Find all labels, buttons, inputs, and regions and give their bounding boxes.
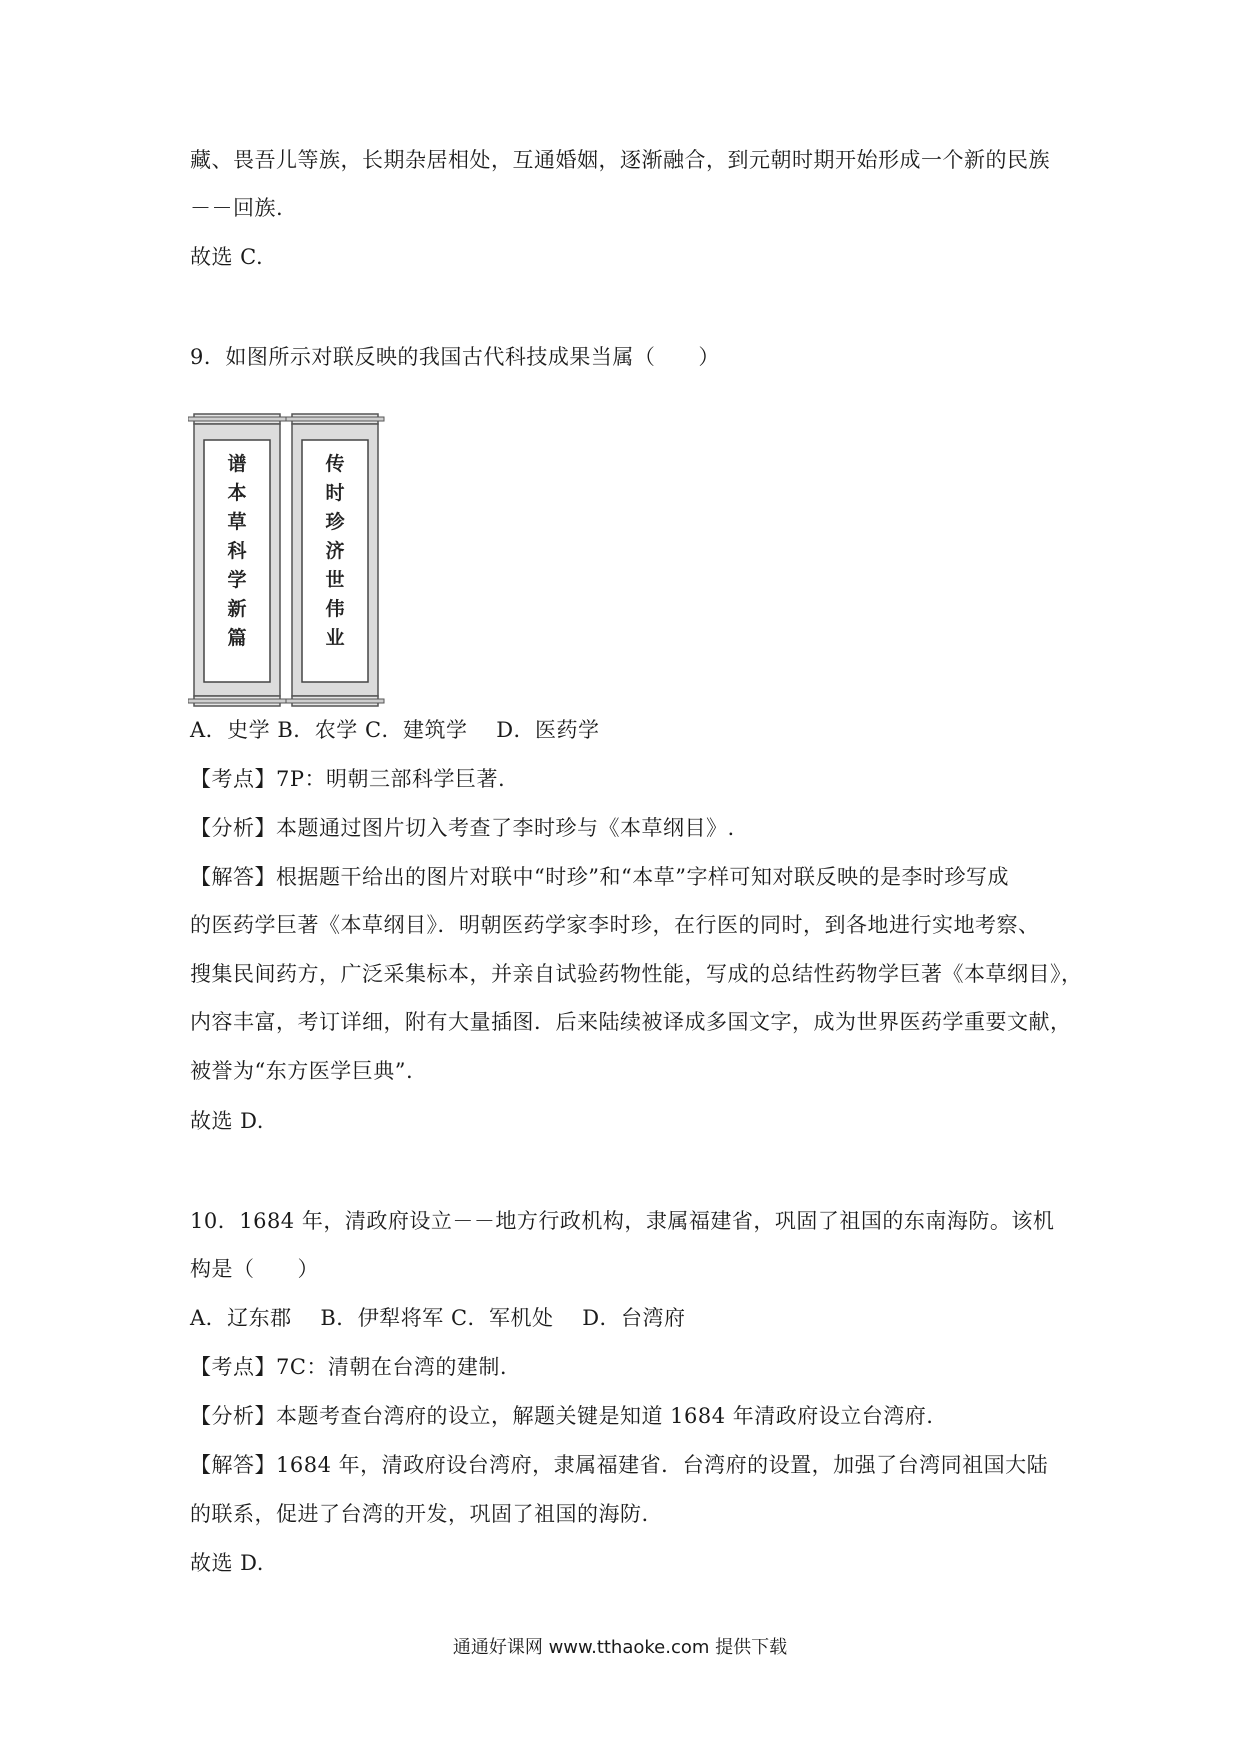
couplet-char: 业 [325,627,345,649]
prev-answer-line-1: 藏、畏吾儿等族，长期杂居相处，互通婚姻，逐渐融合，到元朝时期开始形成一个新的民族 [190,148,1050,172]
couplet-char: 本 [227,482,247,504]
couplet-char: 新 [227,598,247,620]
q9-jieda-3: 搜集民间药方，广泛采集标本，并亲自试验药物性能，写成的总结性药物学巨著《本草纲目》， [190,962,1083,986]
q9-stem: 9．如图所示对联反映的我国古代科技成果当属（ ） [190,345,720,369]
couplet-char: 科 [227,540,247,562]
q9-jieda-2: 的医药学巨著《本草纲目》．明朝医药学家李时珍，在行医的同时，到各地进行实地考察、 [190,913,1040,937]
couplet-char: 篇 [227,627,247,649]
q9-jieda-5: 被誉为“东方医学巨典”. [190,1059,414,1083]
q10-stem-2: 构是（ ） [190,1257,319,1281]
q9-jieda-1: 【解答】根据题干给出的图片对联中“时珍”和“本草”字样可知对联反映的是李时珍写成 [190,865,1009,889]
couplet-char: 谱 [227,453,247,475]
q9-jieda-4: 内容丰富，考订详细，附有大量插图．后来陆续被译成多国文字，成为世界医药学重要文献， [190,1010,1072,1034]
couplet-char: 传 [325,453,345,475]
q10-jieda-1: 【解答】1684 年，清政府设台湾府，隶属福建省．台湾府的设置，加强了台湾同祖国大陆 [190,1453,1049,1477]
couplet-char: 济 [325,540,345,562]
couplet-char: 伟 [325,598,345,620]
couplet-char: 草 [227,511,247,533]
prev-answer-line-2: －－回族. [190,196,284,220]
q10-options: A．辽东郡 B．伊犁将军 C．军机处 D．台湾府 [190,1306,686,1330]
q10-conclusion: 故选 D. [190,1551,264,1575]
q9-options: A．史学 B．农学 C．建筑学 D．医药学 [190,718,600,742]
couplet-char: 时 [325,482,345,504]
couplet-char: 珍 [325,511,345,533]
q10-fenxi: 【分析】本题考查台湾府的设立，解题关键是知道 1684 年清政府设立台湾府. [190,1404,934,1428]
q9-fenxi: 【分析】本题通过图片切入考查了李时珍与《本草纲目》. [190,816,735,840]
q10-stem-1: 10．1684 年，清政府设立－－地方行政机构，隶属福建省，巩固了祖国的东南海防。该机 [190,1209,1055,1233]
prev-conclusion: 故选 C. [190,245,264,269]
q10-kaodian: 【考点】7C：清朝在台湾的建制. [190,1355,508,1379]
couplet-char: 学 [227,569,247,591]
q10-jieda-2: 的联系，促进了台湾的开发，巩固了祖国的海防. [190,1502,649,1526]
q9-kaodian: 【考点】7P：明朝三部科学巨著. [190,767,506,791]
page-footer: 通通好课网 www.tthaoke.com 提供下载 [452,1637,788,1658]
q9-conclusion: 故选 D. [190,1109,264,1133]
couplet-scroll-figure [188,412,398,712]
couplet-char: 世 [325,569,345,591]
